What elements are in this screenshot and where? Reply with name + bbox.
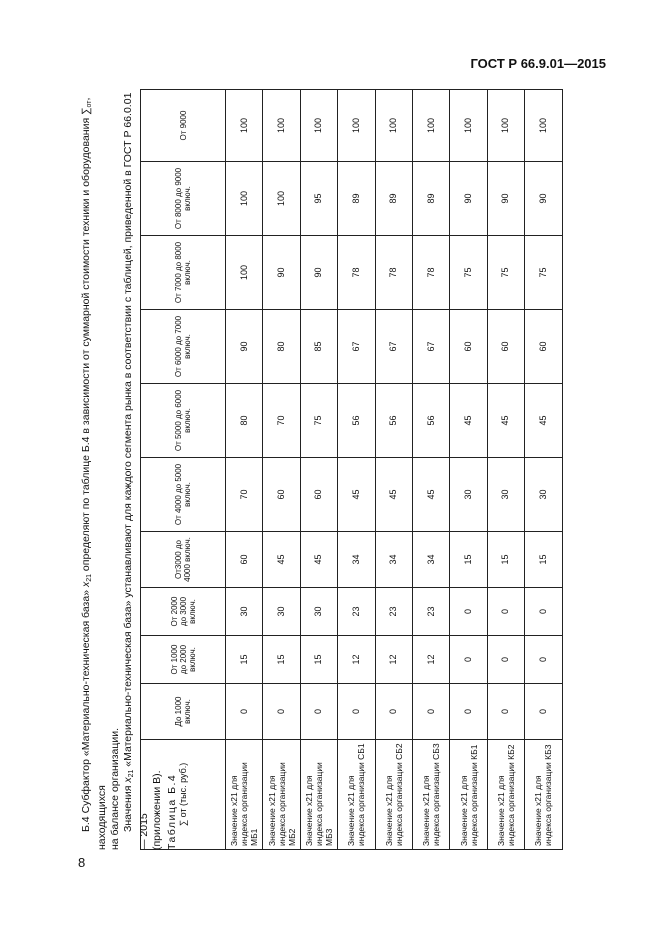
text-segment: 21 [128,769,135,778]
table-row [525,90,562,850]
table-cell: 45 [525,384,562,458]
table-cell: 45 [375,458,412,532]
text-segment: «Материально-техническая база» устанавливают для каждого сегмента рынка в соответствии с таблицей, приведенной в ГОСТ Р 66.0.01 — 2015 [122,92,150,850]
table-cell: 34 [412,532,449,588]
table-cell: 45 [412,458,449,532]
column-header: До 1000 включ. [141,684,226,740]
table-row [375,90,412,850]
table-row [226,90,263,850]
table-cell: 90 [263,236,300,310]
table-cell: 12 [375,636,412,684]
table-cell: 100 [263,90,300,162]
text-segment: на балансе организации. [109,727,121,850]
table-cell: 90 [450,162,487,236]
table-cell: 56 [412,384,449,458]
rotated-content [80,90,600,850]
table-cell: 45 [450,384,487,458]
table-cell: 15 [226,636,263,684]
table-cell: 12 [338,636,375,684]
table-cell: 0 [338,684,375,740]
table-cell: 0 [525,588,562,636]
table-cell: 100 [226,236,263,310]
table-cell: 30 [525,458,562,532]
table-cell: 0 [375,684,412,740]
table-cell: 70 [226,458,263,532]
row-label: Значение x21 для индекса организации СБ3 [412,740,449,850]
table-cell: 75 [487,236,524,310]
table-cell: 60 [226,532,263,588]
table-cell: 70 [263,384,300,458]
row-label: Значение x21 для индекса организации МБ3 [300,740,337,850]
text-segment: (приложении В). [151,770,163,850]
column-header: От3000 до 4000 включ. [141,532,226,588]
table-cell: 60 [263,458,300,532]
table-cell: 34 [338,532,375,588]
table-cell: 12 [412,636,449,684]
table-caption: Таблица Б.4 [166,773,178,850]
text-segment: x [122,777,134,783]
table-row [450,90,487,850]
row-label: Значение x21 для индекса организации СБ1 [338,740,375,850]
table-cell: 60 [487,310,524,384]
text-segment: определяют по таблице Б.4 в зависимости от суммарной стоимости техники и оборудования [80,114,92,574]
column-header: От 8000 до 9000 включ. [141,162,226,236]
table-cell: 100 [300,90,337,162]
table-cell: 60 [450,310,487,384]
table-cell: 0 [263,684,300,740]
table-cell: 15 [263,636,300,684]
table-cell: 75 [450,236,487,310]
table-cell: 100 [450,90,487,162]
row-label: Значение x21 для индекса организации СБ2 [375,740,412,850]
table-cell: 80 [263,310,300,384]
table-cell: 100 [338,90,375,162]
table-cell: 15 [300,636,337,684]
table-cell: 0 [525,684,562,740]
data-table [140,89,563,850]
row-label: Значение x21 для индекса организации МБ2 [263,740,300,850]
table-cell: 15 [525,532,562,588]
table-row [338,90,375,850]
column-header-corner: ∑ от (тыс. руб.) [141,740,226,850]
table-cell: 78 [375,236,412,310]
table-cell: 56 [338,384,375,458]
column-header: От 1000 до 2000 включ. [141,636,226,684]
table-cell: 0 [487,636,524,684]
table-cell: 80 [226,384,263,458]
table-cell: 100 [375,90,412,162]
table-cell: 100 [226,162,263,236]
table-cell: 30 [487,458,524,532]
text-segment: x [80,581,92,588]
column-header: От 5000 до 6000 включ. [141,384,226,458]
table-cell: 0 [300,684,337,740]
table-cell: 78 [338,236,375,310]
table-cell: 0 [487,588,524,636]
table-cell: 60 [300,458,337,532]
table-cell: 0 [450,636,487,684]
row-label: Значение x21 для индекса организации КБ2 [487,740,524,850]
text-segment: от [86,100,93,108]
text-segment: ∑ [80,107,92,115]
table-cell: 45 [263,532,300,588]
table-cell: 30 [263,588,300,636]
table-cell: 23 [338,588,375,636]
column-header: От 7000 до 8000 включ. [141,236,226,310]
table-cell: 45 [338,458,375,532]
table-cell: 0 [450,588,487,636]
table-cell: 0 [525,636,562,684]
table-cell: 45 [487,384,524,458]
text-segment: , находящихся [80,97,108,850]
table-cell: 67 [338,310,375,384]
table-cell: 90 [525,162,562,236]
text-segment: 21 [86,573,93,582]
table-cell: 75 [300,384,337,458]
table-cell: 100 [487,90,524,162]
table-cell: 100 [412,90,449,162]
table-cell: 90 [487,162,524,236]
table-cell: 23 [412,588,449,636]
row-label: Значение x21 для индекса организации МБ1 [226,740,263,850]
row-label: Значение x21 для индекса организации КБ3 [525,740,562,850]
table-cell: 67 [412,310,449,384]
table-cell: 60 [525,310,562,384]
row-label: Значение x21 для индекса организации КБ1 [450,740,487,850]
text-segment: Б.4 Субфактор «Материально-техническая база» [80,587,92,832]
table-cell: 67 [375,310,412,384]
table-row [487,90,524,850]
table-cell: 85 [300,310,337,384]
table-cell: 75 [525,236,562,310]
table-cell: 0 [487,684,524,740]
table-cell: 89 [412,162,449,236]
table-cell: 23 [375,588,412,636]
table-cell: 45 [300,532,337,588]
table-cell: 100 [263,162,300,236]
table-cell: 0 [450,684,487,740]
table-cell: 89 [338,162,375,236]
table-cell: 15 [487,532,524,588]
table-cell: 90 [300,236,337,310]
column-header: От 4000 до 5000 включ. [141,458,226,532]
table-cell: 100 [226,90,263,162]
column-header: От 2000 до 3000 включ. [141,588,226,636]
column-header: От 6000 до 7000 включ. [141,310,226,384]
table-cell: 30 [450,458,487,532]
table-cell: 15 [450,532,487,588]
table-cell: 30 [300,588,337,636]
table-row [300,90,337,850]
standard-code: ГОСТ Р 66.9.01—2015 [470,56,606,71]
page-number: 8 [78,855,86,870]
table-cell: 95 [300,162,337,236]
table-row [263,90,300,850]
table-cell: 0 [226,684,263,740]
table-cell: 56 [375,384,412,458]
table-cell: 0 [412,684,449,740]
table-cell: 100 [525,90,562,162]
table-cell: 90 [226,310,263,384]
table-cell: 30 [226,588,263,636]
column-header: От 9000 [141,90,226,162]
text-segment: Значения [122,782,134,832]
table-cell: 78 [412,236,449,310]
table-cell: 34 [375,532,412,588]
table-cell: 89 [375,162,412,236]
table-header-row [141,90,226,850]
table-row [412,90,449,850]
